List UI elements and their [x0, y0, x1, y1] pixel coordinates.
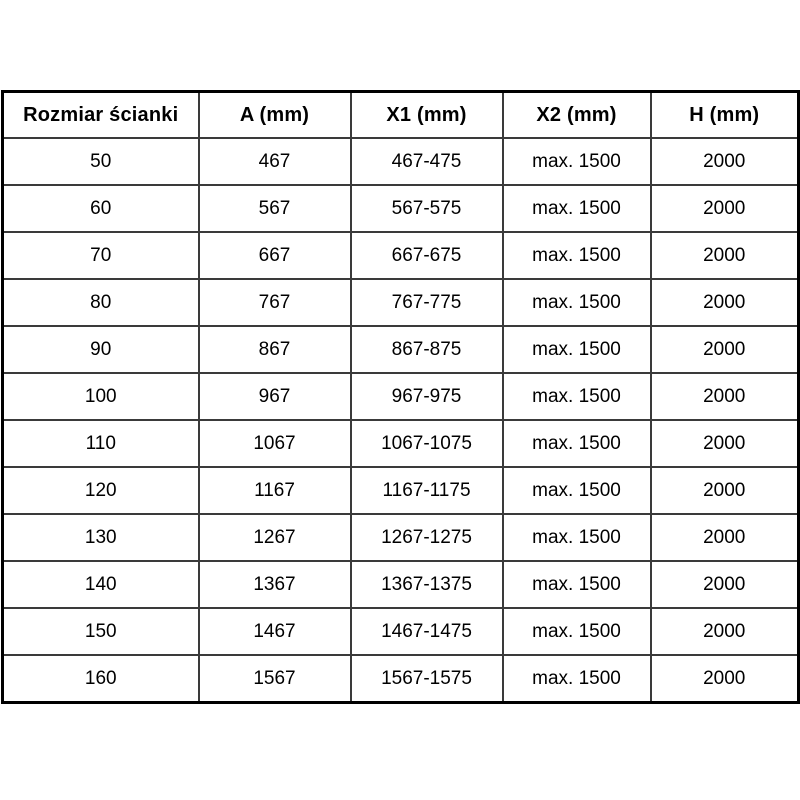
- table-cell: 667: [199, 232, 351, 279]
- table-cell: 2000: [651, 655, 799, 703]
- table-cell: 130: [3, 514, 199, 561]
- column-header-x1-mm: X1 (mm): [351, 92, 503, 139]
- table-row: [3, 326, 799, 373]
- table-cell: 50: [3, 138, 199, 185]
- table-cell: 2000: [651, 185, 799, 232]
- table-cell: 2000: [651, 326, 799, 373]
- table-cell: 110: [3, 420, 199, 467]
- table-cell: 467: [199, 138, 351, 185]
- table-cell: 1267: [199, 514, 351, 561]
- table-cell: max. 1500: [503, 326, 651, 373]
- column-header-h-mm: H (mm): [651, 92, 799, 139]
- table-cell: 1467-1475: [351, 608, 503, 655]
- table-cell: 667-675: [351, 232, 503, 279]
- header-row: [3, 92, 799, 139]
- table-cell: 90: [3, 326, 199, 373]
- table-cell: 60: [3, 185, 199, 232]
- table-cell: 80: [3, 279, 199, 326]
- table-cell: 867: [199, 326, 351, 373]
- table-cell: max. 1500: [503, 514, 651, 561]
- table-cell: 567-575: [351, 185, 503, 232]
- table-row: [3, 420, 799, 467]
- table-cell: 2000: [651, 373, 799, 420]
- table-cell: 2000: [651, 561, 799, 608]
- table-cell: 1567: [199, 655, 351, 703]
- table-cell: 1067: [199, 420, 351, 467]
- table-cell: 150: [3, 608, 199, 655]
- column-header-rozmiar-scianki: Rozmiar ścianki: [3, 92, 199, 139]
- table-cell: 767-775: [351, 279, 503, 326]
- table-row: [3, 373, 799, 420]
- table-cell: 1567-1575: [351, 655, 503, 703]
- table-cell: 1367-1375: [351, 561, 503, 608]
- table-row: [3, 608, 799, 655]
- table-cell: max. 1500: [503, 420, 651, 467]
- table-row: [3, 655, 799, 703]
- table-cell: 1167: [199, 467, 351, 514]
- column-header-x2-mm: X2 (mm): [503, 92, 651, 139]
- table-cell: 160: [3, 655, 199, 703]
- table-row: [3, 279, 799, 326]
- table-cell: 867-875: [351, 326, 503, 373]
- table-cell: 1367: [199, 561, 351, 608]
- table-cell: 2000: [651, 467, 799, 514]
- table-cell: 967-975: [351, 373, 503, 420]
- table-row: [3, 514, 799, 561]
- table-cell: 140: [3, 561, 199, 608]
- table-cell: max. 1500: [503, 561, 651, 608]
- table-cell: 70: [3, 232, 199, 279]
- table-cell: 2000: [651, 232, 799, 279]
- table-cell: 1167-1175: [351, 467, 503, 514]
- table-cell: max. 1500: [503, 232, 651, 279]
- table-row: [3, 561, 799, 608]
- table-row: [3, 185, 799, 232]
- table-cell: 120: [3, 467, 199, 514]
- table-cell: max. 1500: [503, 467, 651, 514]
- table-cell: max. 1500: [503, 185, 651, 232]
- table-row: [3, 467, 799, 514]
- table-cell: 2000: [651, 279, 799, 326]
- table-cell: 467-475: [351, 138, 503, 185]
- table-cell: 100: [3, 373, 199, 420]
- table-cell: 1267-1275: [351, 514, 503, 561]
- table-cell: 2000: [651, 608, 799, 655]
- table-cell: 567: [199, 185, 351, 232]
- table-cell: 1467: [199, 608, 351, 655]
- table-cell: max. 1500: [503, 138, 651, 185]
- table-cell: max. 1500: [503, 655, 651, 703]
- table-cell: max. 1500: [503, 608, 651, 655]
- table-cell: 2000: [651, 138, 799, 185]
- column-header-a-mm: A (mm): [199, 92, 351, 139]
- table-cell: 2000: [651, 420, 799, 467]
- table-row: [3, 138, 799, 185]
- table-cell: 967: [199, 373, 351, 420]
- table-row: [3, 232, 799, 279]
- size-spec-table: [1, 90, 800, 704]
- table-cell: 2000: [651, 514, 799, 561]
- table-cell: 767: [199, 279, 351, 326]
- table-cell: 1067-1075: [351, 420, 503, 467]
- table-cell: max. 1500: [503, 373, 651, 420]
- table-cell: max. 1500: [503, 279, 651, 326]
